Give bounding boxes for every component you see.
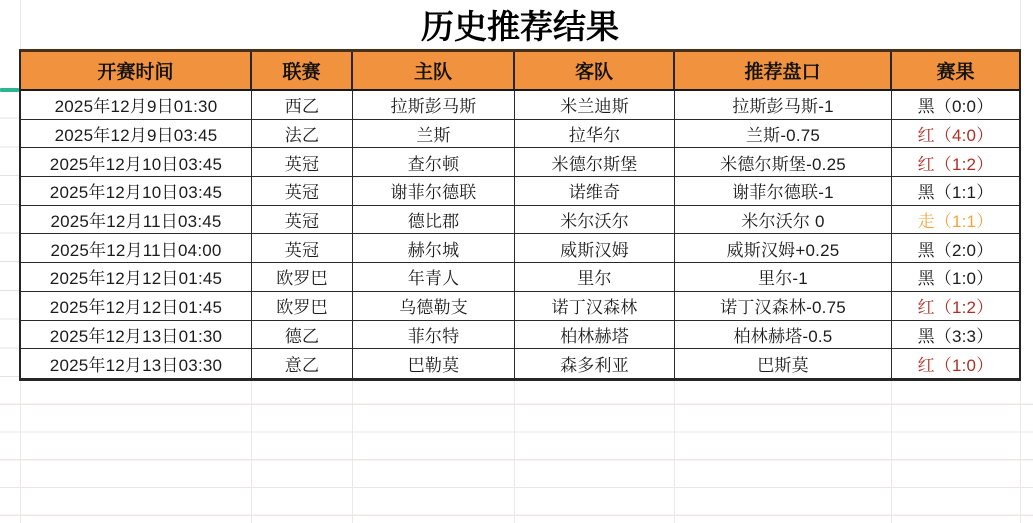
sheet-title[interactable]: 历史推荐结果	[421, 8, 619, 45]
cell-away-team[interactable]: 诺丁汉森林	[515, 292, 675, 320]
cell-start-time[interactable]: 2025年12月9日01:30	[21, 91, 252, 119]
cell-result[interactable]: 黑（1:1）	[917, 183, 994, 203]
header-cell-home-team[interactable]: 主队	[353, 52, 515, 89]
cell-home-team[interactable]: 谢菲尔德联	[353, 177, 515, 205]
cell-away-team[interactable]: 米兰迪斯	[515, 91, 675, 119]
gridline-vertical	[251, 377, 252, 523]
cell-home-team[interactable]: 查尔顿	[353, 148, 515, 176]
cell-result[interactable]: 黑（1:0）	[917, 269, 994, 289]
table-row	[21, 263, 1019, 292]
table-row	[21, 177, 1019, 206]
cell-start-time[interactable]: 2025年12月10日03:45	[21, 148, 252, 176]
cell-start-time[interactable]: 2025年12月11日04:00	[21, 234, 252, 262]
cell-league[interactable]: 英冠	[252, 148, 353, 176]
empty-rows-gridlines	[0, 377, 1033, 523]
cell-result[interactable]: 红（1:2）	[917, 154, 994, 174]
cell-result[interactable]: 红（1:2）	[917, 298, 994, 318]
gridline-vertical	[352, 377, 353, 523]
cell-league[interactable]: 欧罗巴	[252, 292, 353, 320]
header-cell-away-team[interactable]: 客队	[515, 52, 675, 89]
gridline-vertical	[891, 377, 892, 523]
cell-result[interactable]: 黑（0:0）	[917, 97, 994, 117]
gridline-vertical	[1020, 0, 1021, 49]
cell-handicap[interactable]: 巴斯莫	[675, 349, 892, 378]
cell-handicap[interactable]: 里尔-1	[675, 263, 892, 291]
cell-league[interactable]: 欧罗巴	[252, 263, 353, 291]
cell-start-time[interactable]: 2025年12月12日01:45	[21, 292, 252, 320]
cell-result[interactable]: 红（4:0）	[917, 126, 994, 146]
gridline-vertical	[514, 377, 515, 523]
table-row	[21, 206, 1019, 235]
header-cell-handicap[interactable]: 推荐盘口	[675, 52, 892, 89]
cell-handicap[interactable]: 米德尔斯堡-0.25	[675, 148, 892, 176]
cell-home-team[interactable]: 赫尔城	[353, 234, 515, 262]
table-row	[21, 321, 1019, 350]
header-cell-league[interactable]: 联赛	[252, 52, 353, 89]
header-cell-result[interactable]: 赛果	[892, 52, 1019, 89]
cell-away-team[interactable]: 威斯汉姆	[515, 234, 675, 262]
cell-start-time[interactable]: 2025年12月12日01:45	[21, 263, 252, 291]
cell-result[interactable]: 红（1:0）	[917, 356, 994, 376]
table-row	[21, 292, 1019, 321]
cell-away-team[interactable]: 里尔	[515, 263, 675, 291]
cell-result[interactable]: 黑（2:0）	[917, 240, 994, 260]
cell-away-team[interactable]: 柏林赫塔	[515, 321, 675, 349]
cell-league[interactable]: 英冠	[252, 206, 353, 234]
cell-handicap[interactable]: 兰斯-0.75	[675, 120, 892, 148]
cell-start-time[interactable]: 2025年12月9日03:45	[21, 120, 252, 148]
cell-away-team[interactable]: 诺维奇	[515, 177, 675, 205]
cell-league[interactable]: 德乙	[252, 321, 353, 349]
cell-away-team[interactable]: 森多利亚	[515, 349, 675, 378]
cell-home-team[interactable]: 德比郡	[353, 206, 515, 234]
gutter-gridlines	[0, 90, 20, 378]
cell-start-time[interactable]: 2025年12月13日01:30	[21, 321, 252, 349]
table-row	[21, 91, 1019, 120]
table-row	[21, 349, 1019, 378]
cell-away-team[interactable]: 拉华尔	[515, 120, 675, 148]
cell-away-team[interactable]: 米尔沃尔	[515, 206, 675, 234]
selection-accent-mark	[0, 88, 19, 92]
table-row	[21, 234, 1019, 263]
cell-home-team[interactable]: 乌德勒支	[353, 292, 515, 320]
cell-league[interactable]: 西乙	[252, 91, 353, 119]
cell-away-team[interactable]: 米德尔斯堡	[515, 148, 675, 176]
cell-league[interactable]: 意乙	[252, 349, 353, 378]
cell-home-team[interactable]: 兰斯	[353, 120, 515, 148]
table-row	[21, 120, 1019, 149]
cell-home-team[interactable]: 年青人	[353, 263, 515, 291]
gridline-vertical	[1020, 377, 1021, 523]
header-cell-start-time[interactable]: 开赛时间	[21, 52, 252, 89]
cell-home-team[interactable]: 菲尔特	[353, 321, 515, 349]
results-table	[19, 49, 1021, 381]
cell-start-time[interactable]: 2025年12月11日03:45	[21, 206, 252, 234]
cell-handicap[interactable]: 拉斯彭马斯-1	[675, 91, 892, 119]
cell-league[interactable]: 英冠	[252, 234, 353, 262]
gridline-vertical	[20, 377, 21, 523]
cell-result[interactable]: 黑（3:3）	[917, 326, 994, 346]
cell-handicap[interactable]: 谢菲尔德联-1	[675, 177, 892, 205]
cell-home-team[interactable]: 巴勒莫	[353, 349, 515, 378]
table-body	[21, 91, 1019, 378]
cell-handicap[interactable]: 诺丁汉森林-0.75	[675, 292, 892, 320]
table-header-row	[21, 52, 1019, 91]
cell-league[interactable]: 法乙	[252, 120, 353, 148]
cell-handicap[interactable]: 米尔沃尔 0	[675, 206, 892, 234]
cell-start-time[interactable]: 2025年12月13日03:30	[21, 349, 252, 378]
cell-home-team[interactable]: 拉斯彭马斯	[353, 91, 515, 119]
cell-result[interactable]: 走（1:1）	[917, 212, 994, 232]
cell-league[interactable]: 英冠	[252, 177, 353, 205]
gridline-vertical	[674, 377, 675, 523]
cell-handicap[interactable]: 柏林赫塔-0.5	[675, 321, 892, 349]
cell-handicap[interactable]: 威斯汉姆+0.25	[675, 234, 892, 262]
table-row	[21, 148, 1019, 177]
cell-start-time[interactable]: 2025年12月10日03:45	[21, 177, 252, 205]
